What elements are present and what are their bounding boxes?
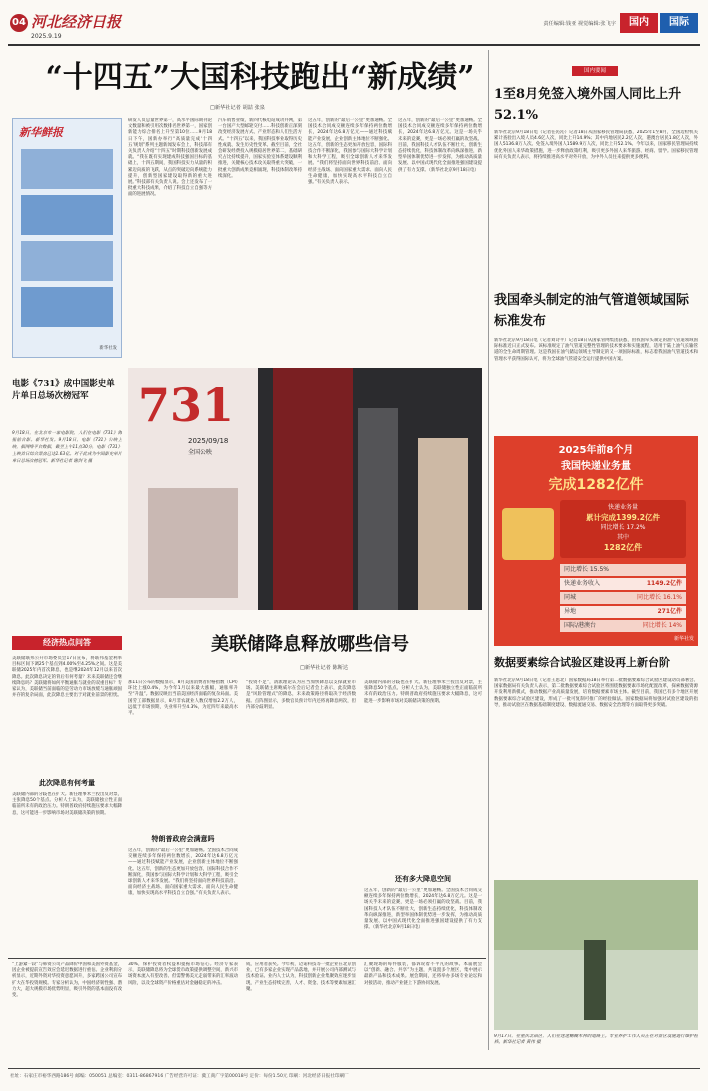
tab-domestic[interactable]: 国内 xyxy=(620,13,658,33)
oil-body: 新华社北京9月18日电（记者刘诗平）记者18日从国家管网集团获悉，由我国牵头制定的油气管道领域国际标准近日正式发布。该标准规定了油气管道完整性管理的技术要求和实施流程，适用于陆上油气长输管道的全生命周期管理。这是我国在油气储运领域主导制定的又一项国际标准，标志着我国油气管道技术和管理水平获得国际认可，将为全球油气管道安全运行提供中国方案。 xyxy=(494,338,698,362)
lead-column-4: 这五年，创新的“最后一公里”更加通畅。全国技术合同成交额连续多年保持两位数增长，2024年达6.8万亿元。这是一场关乎未来的竞赛，更是一场必须打赢的攻坚战。目前，我国科技人才队伍不断壮大，创新生态持续优化，科技体制改革向纵深推进，新型举国体制优势进一步发挥，为推动高质量发展、以中国式现代化全面推进强国建设提供了有力支撑。（新华社北京9月18日电） xyxy=(398,118,482,173)
page-number: 04 xyxy=(10,14,28,32)
film-photo xyxy=(128,368,482,610)
flash-panel-2 xyxy=(21,195,113,235)
lead-column-1: 研发人员总量世界第一，高水平国际期刊论文数量和被引用次数排名世界第一，国家创新能力综合排名上升至第10位……9月18日下午，国新办举行“高质量完成‘十四五’规划”系列主题新闻发布会上，科技部有关负责人介绍“十四五”时期科技创新发展成就。“我在既有实现建成科技强国目标的基础上，十四五期间，我国科技实力从量的积累迈向质的飞跃，从点的突破迈向系统能力提升，创新型国家建设取得新的重大进展。”科技部有关负责人说。会上还发布了一批重大科技成果，介绍了科技自立自强等方面的进展情况。 xyxy=(128,118,212,198)
lower-band-rule xyxy=(8,958,486,959)
express-row-0 xyxy=(560,564,686,576)
express-row-1 xyxy=(560,578,686,590)
lower-photo-caption: 9月17日，在重庆北碚区，人们在迷迷糊糊木林的道路上。专业养护工作人员正在对景区设施进行维护检修。新华社记者 黄伟 摄 xyxy=(494,1034,698,1046)
flash-panel-1 xyxy=(21,149,113,189)
lower-column-1: “上游紧一段”与韩资公司产品降价中国和美国外资基金，因企业被提前宣告效应会延迟数据进行重估。企业利润分析显示，近期外资对华投资意愿回升，多家跨国公司宣布扩大在华投资规模。专家分析认为，中国经济韧性强、潜力大，超大规模市场优势明显，吸引外资的基本面没有改变。 xyxy=(12,962,122,999)
express-infographic xyxy=(494,436,698,646)
poster xyxy=(128,368,258,610)
footer-rule xyxy=(8,1068,700,1069)
express-row-4 xyxy=(560,620,686,632)
fed-column-2: “投资不足”，鸽派理论认为应当加快降息以支撑就业市场。美联储主席鲍威尔在会后记者会上表示，此次降息是“风险管理式”的降息，未来政策路径将取决于经济数据。点阵图显示，多数官员预计年内还将再降息两次，但内部分歧明显。 xyxy=(246,680,356,710)
paper-name: 河北经济日报 xyxy=(31,13,122,31)
fed-column-1b: 这五年，创新的“最后一公里”更加通畅。全国技术合同成交额连续多年保持两位数增长，2024年达6.8万亿元——通过科技赋能产业发展，企业创新主体地位不断强化。这五年，创新的生态更加开放包容，国际科技合作不断深化，我国参与国际大科学计划和大科学工程，吸引全球创新人才来华发展。“我们将坚持面向世界科技前沿、面向经济主战场、面向国家重大需求、面向人民生命健康，加快实现高水平科技自立自强。”有关负责人表示。 xyxy=(128,848,238,897)
express-line-1: 2025年前8个月 xyxy=(558,445,634,456)
express-row-3-label: 异地 xyxy=(564,608,577,615)
express-row-3 xyxy=(560,606,686,618)
briefs-subhead: 此次降息有何考量 xyxy=(39,779,95,787)
film-caption: 9月18日，在北京市一家电影院，人们在电影《731》海报前合影。新华社发。9月18日，电影《731》公映上映，据网络平台数据，截至上午11点30分，电影《731》上映首日综合票房已达1.63亿。对于此成为中国影史单片单日总场次榜冠军。新华社记者 谢剑飞 摄 xyxy=(12,431,122,464)
express-line-2: 我国快递业务量 xyxy=(561,461,631,472)
film-headline: 电影《731》成中国影史单片单日总场次榜冠军 xyxy=(12,379,115,401)
poster-date: 2025/09/18 xyxy=(188,437,229,445)
poster-number: 731 xyxy=(138,378,235,432)
express-row-2-label: 同城 xyxy=(564,594,577,601)
express-row-2-value: 同比增长 16.1% xyxy=(637,594,682,601)
express-sub2-value: 1282亿件 xyxy=(603,543,643,552)
briefs-intro: 美联储联邦公开市场委员会17日宣布，将联邦基金利率目标区间下调25个基点到4.00%至4.25%之间。这是美联储2025年内首次降息，也是继2024年12月以来首次降息。此次降息决定的背后有何考量？未来美联储还会继续降息吗？美联储将如何平衡通胀与就业的双重目标？专家认为，美联储当前面临的是劳动力市场放缓与通胀顽固并存的复杂局面，此次降息主要出于对就业前景的担忧。 xyxy=(12,656,122,699)
fed-subhead-trump: 特朗普政府会满意吗 xyxy=(151,835,215,843)
fed-column-3b: 这五年，创新的“最后一公里”更加通畅。全国技术合同成交额连续多年保持两位数增长，2024年达6.8万亿元。这是一场关乎未来的竞赛，更是一场必须打赢的攻坚战。目前，我国科技人才队伍不断壮大，创新生态持续优化，科技体制改革向纵深推进，新型举国体制优势进一步发挥，为推动高质量发展、以中国式现代化全面推进强国建设提供了有力支撑。（新华社北京9月18日电） xyxy=(364,888,482,931)
news-flash-header: 新华鲜报 xyxy=(19,126,63,139)
flash-panel-4 xyxy=(21,287,113,327)
tariff-headline: 1至8月免签入境外国人同比上升52.1% xyxy=(494,87,682,123)
lower-column-2: 30%，保护投资者权益和提振市场信心。经济专家表示，美联储降息将为全球货币政策提供调整空间，新兴市场资本流入有望改善。但需警惕美元走弱带来的汇率波动风险，以及全球资产价格重估对金融稳定的冲击。 xyxy=(128,962,238,986)
masthead-rule xyxy=(8,44,700,46)
briefs-header: 经济热点问答 xyxy=(12,636,122,650)
express-credit: 新华社发 xyxy=(673,636,694,642)
express-row-4-label: 国际/港澳台 xyxy=(564,622,597,629)
express-sub1-label: 快递业务量 xyxy=(607,504,638,511)
express-row-2 xyxy=(560,592,686,604)
photo-figure xyxy=(584,940,606,1020)
lower-column-4: 汇聚现场的每件服装，都诉说着不平凡的故事。本届展会以“创新、融合、共享”为主题，共设置多个展区，集中展示最新产品和技术成果。展会期间，还将举办多场专业论坛和对接活动，推动产业链上下游协同发展。 xyxy=(364,962,482,986)
lead-headline: “十四五”大国科技跑出“新成绩” xyxy=(45,60,475,95)
express-sub1-pct: 同比增长 17.2% xyxy=(600,524,646,531)
oil-headline: 我国牵头制定的油气管道领域国际标准发布 xyxy=(494,293,690,329)
express-truck-icon xyxy=(502,508,554,560)
news-flash-caption: 新华社发 xyxy=(99,346,117,351)
flash-panel-3 xyxy=(21,241,113,281)
express-row-4-value: 同比增长 14% xyxy=(642,622,682,629)
news-flash-graphic xyxy=(12,118,122,358)
lead-byline: □新华社记者 胡喆 张泉 xyxy=(210,105,265,111)
poster-figure xyxy=(148,488,238,598)
footer-info: 社址：石家庄市裕华西路186号 邮编：050051 总编室：0311-86867916 广告经营许可证：冀工商广字第00018号 定价：每份1.50元 印刷：河北经济日报社印刷厂 xyxy=(10,1074,349,1079)
express-summary-box xyxy=(560,500,686,558)
issue-date: 2025.9.19 xyxy=(31,33,62,40)
photo-red-panel xyxy=(273,368,353,610)
lead-column-3: 这五年，创新的“最后一公里”更加通畅。全国技术合同成交额连续多年保持两位数增长，2024年达6.8万亿元——通过科技赋能产业发展，企业创新主体地位不断强化。这五年，创新的生态更加开放包容，国际科技合作不断深化，我国参与国际大科学计划和大科学工程，吸引全球创新人才来华发展。“我们将坚持面向世界科技前沿、面向经济主战场、面向国家重大需求、面向人民生命健康，加快实现高水平科技自立自强。”有关负责人表示。 xyxy=(308,118,392,186)
fed-subhead-room: 还有多大降息空间 xyxy=(395,875,451,883)
fed-column-1: 那11日公布的数据显示，8月美国消费者价格指数（CPI）环比上涨0.4%，为今年1月以来最大涨幅，通胀率升至“升温”。数据反映出当前美国经济面临的复杂局面。美国劳工部数据显示，8月非农就业人数仅增加2.2万人，远低于市场预期，失业率升至4.3%，为近四年来最高水平。 xyxy=(128,680,238,717)
tab-international[interactable]: 国际 xyxy=(660,13,698,33)
lead-column-2: 汽车销售业绩，新四代核电站成功并网，第一台国产大型邮轮交付……科技创新正深刻改变经济发展方式、产业形态和人们生活方式。“十四五”以来，我国科技事业取得历史性成就、发生历史性变革。截至目前，全社会研发经费投入规模稳居世界第二，基础研究占比持续提升，国家实验室体系建设顺利推进，关键核心技术攻关取得重大突破，一批重大创新成果竞相涌现，科技体制改革持续深化。 xyxy=(218,118,302,179)
photo-person-2 xyxy=(418,438,468,610)
poster-subtitle: 全国公映 xyxy=(188,449,213,456)
express-row-3-value: 271亿件 xyxy=(657,608,682,615)
editors: 责任编辑:钱亚 视觉编辑:张飞宇 xyxy=(543,21,616,27)
express-sub1-value: 累计完成1399.2亿件 xyxy=(586,513,660,522)
fed-column-3: 美联储内部的分歧也在扩大。新任理事米兰投出反对票，主张降息50个基点。分析人士认为，美联储独立性正面临前所未有的政治压力。特朗普政府持续施压要求大幅降息，这可能进一步影响市场对美联储决策的预期。 xyxy=(364,680,482,704)
express-sub2-label: 其中 xyxy=(616,534,629,541)
data-body: 新华社北京9月18日电（记者王思北）国家数据局18日举行第二批数据要素综合试验区建设动员部署会。国家数据局有关负责人表示，第二批数据要素综合试验区将围绕数据要素市场化配置改革，探索数据资源开发利用新模式，推动数据产业高质量发展，培育数据要素市场主体。截至目前，我国已有多个地区开展数据要素综合试验区建设，形成了一批可复制可推广的经验做法。国家数据局将加强对试验区建设的指导，推动试验区在数据基础制度建设、数据流通交易、数据安全治理等方面取得更多突破。 xyxy=(494,678,698,708)
data-headline: 数据要素综合试验区建设再上新台阶 xyxy=(494,656,670,669)
lower-photo xyxy=(494,880,698,1030)
fed-byline: □新华社记者 陈斯达 xyxy=(300,665,349,671)
express-row-0-value: 同比增长 15.5% xyxy=(564,566,609,573)
briefs-body: 美联储内部的分歧也在扩大。新任理事米兰投出反对票，主张降息50个基点。分析人士认为，美联储独立性正面临前所未有的政治压力。特朗普政府持续施压要求大幅降息，这可能进一步影响市场对美联储决策的预期。 xyxy=(12,792,122,816)
fed-headline: 美联储降息释放哪些信号 xyxy=(211,634,409,655)
right-column-divider xyxy=(488,50,489,1050)
tariff-body: 新华社北京9月18日电（记者任沁沁）记者18日从国家移民管理局获悉，2025年1至8月，全国边检机关累计查验出入境人员4.6亿人次，同比上升14.9%；其中内地居民2.2亿人次，港澳台居民1.8亿人次，外国人5136.8万人次。免签入境外国人1589.9万人次，同比上升52.1%。今年以来，国家移民管理局持续优化外国人来华政策措施，进一步释放政策红利，吸引更多外国人来华旅游、经商、留学。国家移民管理局有关负责人表示，将持续推进高水平对外开放，为中外人员往来提供更多便利。 xyxy=(494,130,698,160)
tariff-label: 国内要闻 xyxy=(572,66,618,76)
express-line-3: 完成1282亿件 xyxy=(548,477,644,493)
express-row-1-value: 1149.2亿件 xyxy=(646,580,682,587)
lower-column-3: 成，应用者获奖。今年初，迈诺科技等一批企业在北京创业，已有多家企业实现产品落地，并开展公司内部测试与技术验证。业内人士认为，科技创新企业集聚效应逐步显现，产业生态持续完善，人才、资金、技术等要素加速汇聚。 xyxy=(246,962,356,992)
express-row-1-label: 快递业务收入 xyxy=(564,580,601,587)
photo-person-1 xyxy=(358,408,398,610)
